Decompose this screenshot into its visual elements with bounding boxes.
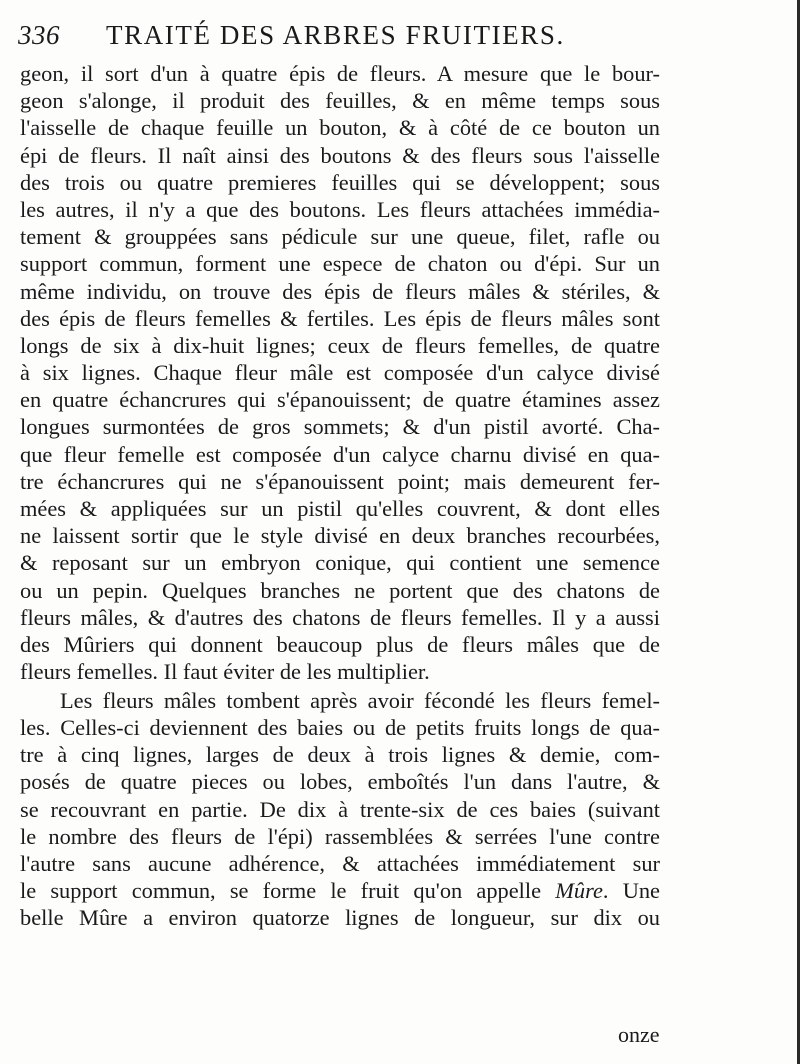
text-line: se recouvrant en partie. De dix à trente-six de ces baies (suivant xyxy=(20,796,660,822)
text-line: ou un pepin. Quelques branches ne portent que des chatons de xyxy=(20,577,660,603)
text-line: fleurs mâles, & d'autres des chatons de fleurs femelles. Il y a aussi xyxy=(20,604,660,630)
text-line: fleurs femelles. Il faut éviter de les multiplier. xyxy=(20,659,430,685)
text-line: l'aisselle de chaque feuille un bouton, & à côté de ce bouton un xyxy=(20,115,660,141)
italic-word: Mûre xyxy=(555,878,603,904)
text-line: geon s'alonge, il produit des feuilles, & en même temps sous xyxy=(20,88,660,114)
text-line: même individu, on trouve des épis de fleurs mâles & stériles, & xyxy=(20,278,660,304)
text-line: tement & grouppées sans pédicule sur une queue, filet, rafle ou xyxy=(20,224,660,250)
text-line: longs de six à dix-huit lignes; ceux de fleurs femelles, de quatre xyxy=(20,332,660,358)
text-segment: . Une xyxy=(602,878,660,904)
text-line: les autres, il n'y a que des boutons. Les fleurs attachées immédia- xyxy=(20,196,660,222)
text-line: que fleur femelle est composée d'un calyce charnu divisé en qua- xyxy=(20,441,660,467)
text-line: l'autre sans aucune adhérence, & attachées immédiatement sur xyxy=(20,851,660,877)
text-line: les. Celles-ci deviennent des baies ou de petits fruits longs de qua- xyxy=(20,715,660,741)
catchword: onze xyxy=(618,1022,660,1047)
text-line: des épis de fleurs femelles & fertiles. Les épis de fleurs mâles sont xyxy=(20,305,660,331)
text-line: mées & appliquées sur un pistil qu'elles couvrent, & dont elles xyxy=(20,496,660,521)
text-line: tre à cinq lignes, larges de deux à trois lignes & demie, com- xyxy=(20,742,660,768)
text-segment: le support commun, se forme le fruit qu'on appelle xyxy=(20,878,542,904)
text-line: tre échancrures qui ne s'épanouissent point; mais demeurent fer- xyxy=(20,468,660,494)
text-line: des trois ou quatre premieres feuilles qui se développent; sous xyxy=(20,169,660,195)
text-line: belle Mûre a environ quatorze lignes de longueur, sur dix ou xyxy=(20,905,660,931)
text-line: épi de fleurs. Il naît ainsi des boutons & des fleurs sous l'aisselle xyxy=(20,142,660,168)
text-line: ne laissent sortir que le style divisé en deux branches recourbées, xyxy=(20,523,660,549)
text-line: & reposant sur un embryon conique, qui contient une semence xyxy=(20,550,660,576)
text-line: geon, il sort d'un à quatre épis de fleurs. A mesure que le bour- xyxy=(20,61,660,86)
text-line: support commun, forment une espece de chaton ou d'épi. Sur un xyxy=(20,251,660,277)
text-line: longues surmontées de gros sommets; & d'un pistil avorté. Cha- xyxy=(20,414,660,440)
page-number: 336 xyxy=(18,20,60,50)
text-line: posés de quatre pieces ou lobes, emboîtés l'un dans l'autre, & xyxy=(20,769,660,795)
page-header xyxy=(18,18,658,58)
text-line: Les fleurs mâles tombent après avoir fécondé les fleurs femel- xyxy=(60,687,660,713)
text-line: des Mûriers qui donnent beaucoup plus de fleurs mâles que de xyxy=(20,631,660,657)
body-text xyxy=(20,60,660,932)
running-title: TRAITÉ DES ARBRES FRUITIERS. xyxy=(106,20,565,50)
text-line-with-italic xyxy=(20,877,660,904)
text-line: le nombre des fleurs de l'épi) rassemblées & serrées l'une contre xyxy=(20,823,660,849)
text-line: en quatre échancrures qui s'épanouissent; de quatre étamines assez xyxy=(20,387,660,413)
text-line: à six lignes. Chaque fleur mâle est composée d'un calyce divisé xyxy=(20,360,660,386)
